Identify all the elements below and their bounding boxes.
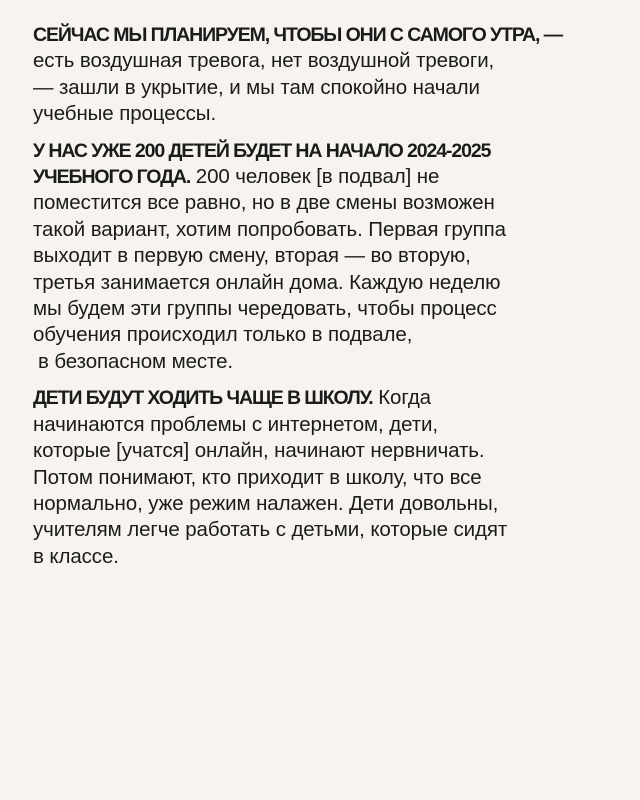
body-text: Когда: [372, 386, 431, 410]
text-line: — зашли в укрытие, и мы там спокойно начали: [33, 75, 480, 99]
text-line: которые [учатся] онлайн, начинают нервничать.: [33, 439, 485, 463]
text-line: поместится все равно, но в две смены возможен: [33, 191, 495, 215]
text-line: третья занимается онлайн дома. Каждую неделю: [33, 270, 501, 294]
lead-phrase: У НАС УЖЕ 200 ДЕТЕЙ БУДЕТ НА НАЧАЛО 2024-2025: [33, 139, 491, 162]
body-text: 200 человек [в подвал] не: [190, 165, 440, 189]
text-line: в классе.: [33, 544, 119, 568]
lead-phrase: УЧЕБНОГО ГОДА.: [33, 166, 191, 189]
text-line: учебные процессы.: [33, 102, 217, 126]
text-line: [33, 22, 622, 48]
text-line: мы будем эти группы чередовать, чтобы процесс: [33, 297, 497, 321]
text-line: выходит в первую смену, вторая — во вторую,: [33, 244, 471, 268]
text-line: нормально, уже режим налажен. Дети довольны,: [33, 491, 499, 515]
lead-phrase: ДЕТИ БУДУТ ХОДИТЬ ЧАЩЕ В ШКОЛУ.: [33, 387, 373, 410]
text-line: [33, 138, 622, 164]
paragraph-1: [33, 22, 622, 128]
text-line: [33, 385, 622, 411]
lead-phrase: СЕЙЧАС МЫ ПЛАНИРУЕМ, ЧТОБЫ ОНИ С САМОГО УТРА, —: [33, 24, 563, 46]
text-line: Потом понимают, кто приходит в школу, что все: [33, 465, 482, 489]
text-line: в безопасном месте.: [38, 349, 233, 373]
text-line: учителям легче работать с детьми, которые сидят: [33, 518, 508, 542]
text-line: начинаются проблемы с интернетом, дети,: [33, 412, 438, 436]
paragraph-3: [33, 385, 622, 570]
text-line: обучения происходил только в подвале,: [33, 323, 413, 347]
text-line: такой вариант, хотим попробовать. Первая группа: [33, 217, 506, 241]
text-line: [33, 164, 622, 190]
paragraph-2: [33, 138, 622, 376]
text-line: есть воздушная тревога, нет воздушной тревоги,: [33, 49, 495, 73]
